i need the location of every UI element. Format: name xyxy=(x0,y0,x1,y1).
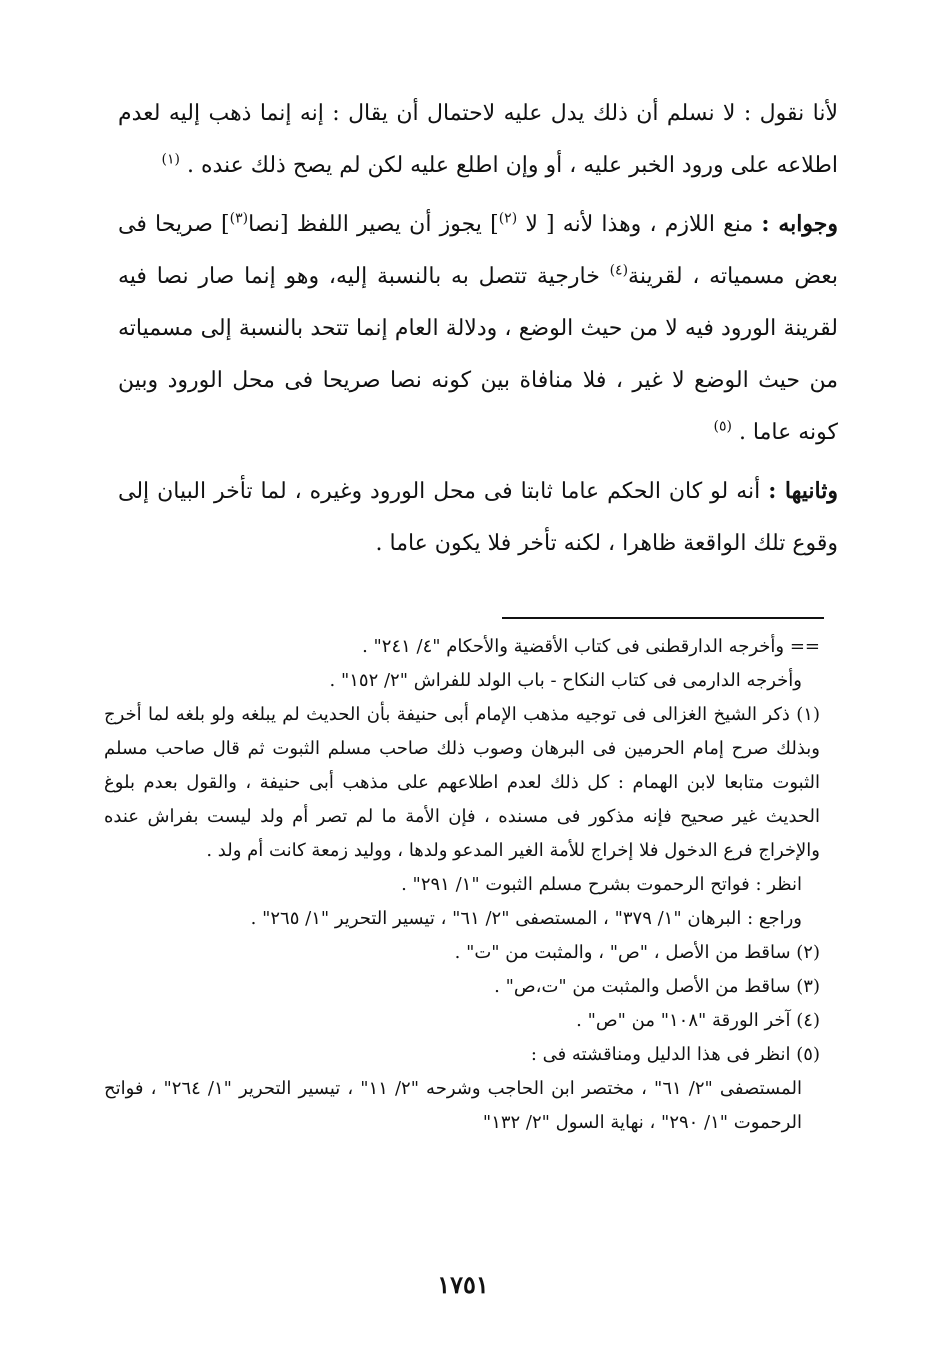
footnote-2: (٢) ساقط من الأصل ، "ص" ، والمثبت من "ت" . xyxy=(454,942,820,963)
main-text xyxy=(118,88,838,570)
paragraph-2-lead: وجوابه : xyxy=(761,211,838,237)
paragraph-2-part-a: منع اللازم ، وهذا لأنه [ لا xyxy=(517,212,762,237)
paragraph-3-lead: وثانيها : xyxy=(768,478,838,504)
footnote-5-intro: (٥) انظر فى هذا الدليل ومناقشته فى : xyxy=(530,1044,820,1065)
footnote-marker-4: (٤) xyxy=(609,262,629,279)
footnotes xyxy=(104,630,820,1140)
paragraph-1-text: لأنا نقول : لا نسلم أن ذلك يدل عليه لاحتمال أن يقال : إنه إنما ذهب إليه لعدم اطلاعه على ورود الخبر عليه ، أو وإن اطلع عليه لكن لم يصح ذلك عنده . xyxy=(118,101,838,178)
paragraph-3 xyxy=(118,465,838,570)
paragraph-2-part-b: ] يجوز أن يصير اللفظ [نصا xyxy=(248,212,499,237)
paragraph-2-part-c: ] صريحا فى بعض مسمياته ، لقرينة xyxy=(118,212,839,289)
footnote-1-reference-b: وراجع : البرهان "١/ ٣٧٩" ، المستصفى "٢/ ٦١" ، تيسير التحرير "١/ ٢٦٥" . xyxy=(250,908,802,929)
footnote-continuation-2: وأخرجه الدارمى فى كتاب النكاح - باب الولد للفراش "٢/ ١٥٢" . xyxy=(329,670,802,691)
paragraph-2 xyxy=(118,198,838,459)
footnote-1-reference-a: انظر : فواتح الرحموت بشرح مسلم الثبوت "١/ ٢٩١" . xyxy=(401,874,802,895)
footnote-marker-3: (٣) xyxy=(229,210,249,227)
paragraph-1 xyxy=(118,88,838,192)
footnote-marker-1: (١) xyxy=(161,151,180,168)
footnote-4: (٤) آخر الورقة "١٠٨" من "ص" . xyxy=(576,1010,820,1031)
footnote-continuation-1: == وأخرجه الدارقطنى فى كتاب الأقضية والأحكام "٤/ ٢٤١" . xyxy=(362,636,820,657)
page-number: ١٧٥١ xyxy=(437,1270,489,1299)
footnote-marker-2: (٢) xyxy=(498,210,518,227)
footnote-3: (٣) ساقط من الأصل والمثبت من "ت،ص" . xyxy=(494,976,820,997)
footnote-5-references: المستصفى "٢/ ٦١" ، مختصر ابن الحاجب وشرحه "٢/ ١١" ، تيسير التحرير "١/ ٢٦٤" ، فواتح الرحموت "١/ ٢٩٠" ، نهاية السول "٢/ ١٣٢" xyxy=(104,1078,802,1133)
footnote-marker-5: (٥) xyxy=(713,418,732,435)
paragraph-3-text: أنه لو كان الحكم عاما ثابتا فى محل الورود وغيره ، لما تأخر البيان إلى وقوع تلك الواقعة ظاهرا ، لكنه تأخر فلا يكون عاما . xyxy=(118,479,838,556)
footnote-separator xyxy=(502,617,824,619)
footnote-1: (١) ذكر الشيخ الغزالى فى توجيه مذهب الإمام أبى حنيفة بأن الحديث لم يبلغه ولو بلغه لما أخرج وبذلك صرح إمام الحرمين فى البرهان وصوب ذلك صاحب مسلم الثبوت ثم قال صاحب مسلم الثبوت متابعا لابن الهمام : كل ذلك لعدم اطلاعهم على مذهب أبى حنيفة ، والقول بعدم بلوغ الحديث غير صحيح فإنه مذكور فى مسنده ، فإن الأمة ما لم تصر أم ولد ليست بفراش عنده والإخراج فرع الدخول فلا إخراج للأمة الغير المدعو ولدها ، ووليد زمعة كانت أم ولد . xyxy=(104,704,820,861)
paragraph-2-part-d: خارجية تتصل به بالنسبة إليه، وهو إنما صار نصا فيه لقرينة الورود فيه لا من حيث الوضع ، ودلالة العام إنما تتحد بالنسبة إلى مسمياته من حيث الوضع لا غير ، فلا منافاة بين كونه نصا صريحا فى محل الورود وبين كونه عاما . xyxy=(118,264,838,445)
